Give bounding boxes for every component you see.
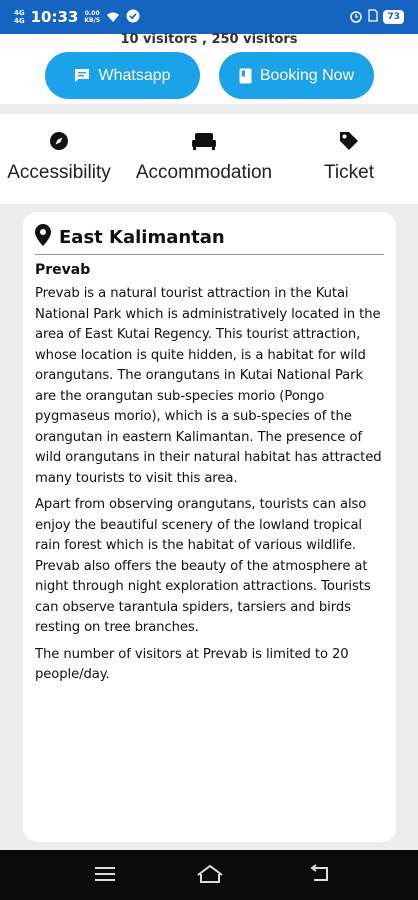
tag-icon xyxy=(338,128,360,154)
network-label: 4G xyxy=(14,9,25,17)
network-indicator xyxy=(14,9,25,25)
location-header xyxy=(35,224,384,255)
status-bar-right xyxy=(349,9,404,26)
bed-icon xyxy=(191,128,217,154)
battery-indicator: 73 xyxy=(383,10,404,24)
clock: 10:33 xyxy=(30,8,79,26)
info-tabs xyxy=(0,114,418,204)
home-icon[interactable] xyxy=(196,864,224,888)
message-icon xyxy=(74,68,90,83)
alarm-icon xyxy=(349,9,363,26)
whatsapp-button[interactable] xyxy=(45,52,200,99)
description-card xyxy=(23,212,396,842)
system-nav-bar xyxy=(0,850,418,900)
speed-unit: KB/S xyxy=(84,17,101,24)
visitors-summary: 10 visitors , 250 visitors xyxy=(120,32,298,47)
tab-ticket-label: Ticket xyxy=(324,162,374,183)
description-paragraph: Prevab is a natural tourist attraction in the Kutai National Park which is administratively located in the area of East Kutai Regency. This tourist attraction, whose location is quite hidden, is a habitat for wild orangutans. The orangutans in Kutai National Park are the orangutan sub-species morio (Pongo pygmaseus morio), which is a sub-species of the orangutan in eastern Kalimantan. The presence of wild orangutans in their natural habitat has attracted many tourists to visit this area. xyxy=(35,286,382,486)
place-name: Prevab xyxy=(35,262,91,278)
speed-value: 0.00 xyxy=(84,10,100,17)
network-sub-label: 4G xyxy=(14,17,25,25)
location-region: East Kalimantan xyxy=(59,226,225,248)
menu-icon[interactable] xyxy=(94,864,116,888)
tab-ticket[interactable] xyxy=(300,114,398,204)
wifi-icon xyxy=(106,8,120,27)
booking-button[interactable] xyxy=(219,52,374,99)
status-bar xyxy=(0,0,418,34)
book-icon xyxy=(239,68,252,84)
check-circle-icon xyxy=(126,8,140,27)
booking-label: Booking Now xyxy=(259,66,355,84)
description-paragraph: The number of visitors at Prevab is limited to 20 people/day. xyxy=(35,646,349,682)
network-speed xyxy=(84,10,100,24)
back-icon[interactable] xyxy=(308,864,330,888)
tab-accessibility-label: Accessibility xyxy=(7,162,111,183)
tab-accommodation[interactable] xyxy=(128,114,280,204)
compass-icon xyxy=(48,128,70,154)
action-panel xyxy=(0,34,418,104)
whatsapp-label: Whatsapp xyxy=(98,66,171,84)
description-paragraph: Apart from observing orangutans, tourists can also enjoy the beautiful scenery of the lowland tropical rain forest which is the habitat of various wildlife. Prevab also offers the beauty of the atmosphere at night through night exploration attractions. Tourists can observe tarantula spiders, tarsiers and birds resting on tree branches. xyxy=(35,497,371,635)
tab-accommodation-label: Accommodation xyxy=(135,162,273,183)
status-bar-left xyxy=(14,8,140,27)
sim-icon xyxy=(368,9,378,25)
tab-accessibility[interactable] xyxy=(0,114,118,204)
location-pin-icon xyxy=(35,224,51,250)
